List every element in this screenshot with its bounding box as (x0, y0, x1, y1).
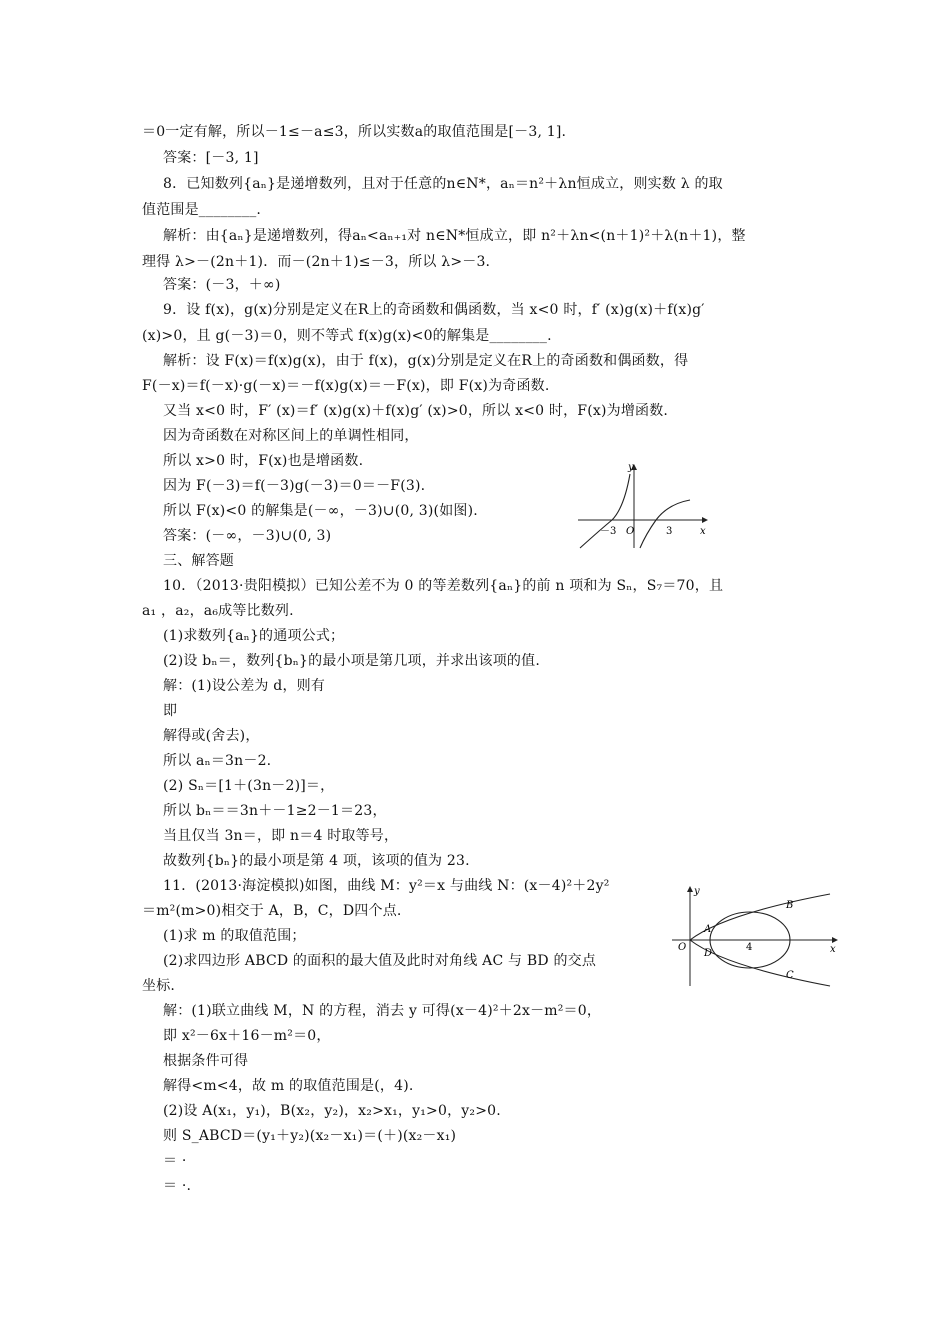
text-line: (2)求四边形 ABCD 的面积的最大值及此时对角线 AC 与 BD 的交点 (163, 953, 597, 969)
text-line: 故数列{bₙ}的最小项是第 4 项，该项的值为 23. (163, 853, 470, 869)
text-line: 即 x²－6x＋16－m²＝0， (163, 1028, 331, 1044)
text-line: 10．（2013·贵阳模拟）已知公差不为 0 的等差数列{aₙ}的前 n 项和为 Sₙ，S₇＝70，且 (163, 578, 724, 594)
section-heading: 三、解答题 (163, 553, 234, 569)
text-line: (x)>0，且 g(－3)＝0，则不等式 f(x)g(x)<0的解集是________. (142, 328, 552, 344)
text-line: (1)求 m 的取值范围； (163, 928, 306, 944)
text-line: 11．(2013·海淀模拟)如图，曲线 M：y²＝x 与曲线 N：(x－4)²＋2y² (163, 878, 610, 894)
text-line: 解：(1)联立曲线 M，N 的方程，消去 y 可得(x－4)²＋2x－m²＝0， (163, 1003, 602, 1019)
text-line: (1)求数列{aₙ}的通项公式； (163, 628, 345, 644)
text-line: 解：(1)设公差为 d，则有 (163, 678, 326, 694)
text-line: 则 S_ABCD＝(y₁＋y₂)(x₂－x₁)＝(＋)(x₂－x₁) (163, 1128, 457, 1144)
text-line: 坐标. (142, 978, 176, 994)
function-graph-figure (572, 460, 712, 552)
text-line: 答案：[－3, 1] (163, 150, 259, 166)
text-line: 理得 λ>－(2n＋1)．而－(2n＋1)≤－3，所以 λ>－3. (142, 254, 491, 270)
y-axis-label: y (694, 886, 700, 897)
text-line: a₁ ，a₂，a₆成等比数列. (142, 603, 294, 619)
text-line: 答案：(－∞，－3)∪(0, 3) (163, 528, 332, 544)
text-line: 9．设 f(x)，g(x)分别是定义在R上的奇函数和偶函数，当 x<0 时，f′ (x)g(x)＋f(x)g′ (163, 302, 705, 318)
text-line: 所以 aₙ＝3n－2. (163, 753, 272, 769)
tick-label-3: 3 (666, 526, 673, 537)
tick-label-neg3: －3 (600, 526, 617, 537)
x-axis-label: x (830, 944, 836, 955)
text-line: (2) Sₙ＝[1＋(3n－2)]＝， (163, 778, 335, 794)
point-a-label: A (704, 924, 712, 935)
text-line: 8．已知数列{aₙ}是递增数列，且对于任意的n∈N*，aₙ＝n²＋λn恒成立，则实数 λ 的取 (163, 176, 723, 192)
text-line: ＝ ·. (163, 1178, 192, 1194)
text-line: 所以 x>0 时，F(x)也是增函数. (163, 453, 364, 469)
point-b-label: B (786, 900, 794, 911)
text-line: 又当 x<0 时，F′ (x)＝f′ (x)g(x)＋f(x)g′ (x)>0，所以 x<0 时，F(x)为增函数. (163, 403, 669, 419)
text-line: 所以 bₙ＝＝3n＋－1≥2－1＝23， (163, 803, 387, 819)
text-line: 答案：(－3，＋∞) (163, 277, 281, 293)
text-line: 即 (163, 703, 178, 719)
text-line: 解析：设 F(x)＝f(x)g(x)，由于 f(x)，g(x)分别是定义在R上的奇函数和偶函数，得 (163, 353, 689, 369)
text-line: F(－x)＝f(－x)·g(－x)＝－f(x)g(x)＝－F(x)，即 F(x)为奇函数. (142, 378, 550, 394)
origin-label: O (626, 526, 635, 537)
text-line: 根据条件可得 (163, 1053, 249, 1069)
point-d-label: D (704, 948, 713, 959)
x-axis-arrow (832, 937, 838, 943)
text-line: 因为奇函数在对称区间上的单调性相同， (163, 428, 419, 444)
text-line: ＝0一定有解，所以－1≤－a≤3，所以实数a的取值范围是[－3, 1]. (142, 124, 567, 140)
text-line: 值范围是________. (142, 202, 262, 218)
text-line: 解得或(舍去)， (163, 728, 260, 744)
point-c-label: C (786, 970, 794, 981)
text-line: ＝m²(m>0)相交于 A，B，C，D四个点. (142, 903, 402, 919)
text-line: (2)设 A(x₁，y₁)，B(x₂，y₂)，x₂>x₁，y₁>0，y₂>0. (163, 1103, 501, 1119)
x-axis-arrow (702, 517, 708, 523)
curves-intersection-figure (664, 882, 840, 990)
y-axis-label: y (628, 462, 634, 473)
text-line: 因为 F(－3)＝f(－3)g(－3)＝0＝－F(3). (163, 478, 426, 494)
text-line: ＝ · (163, 1153, 187, 1169)
x-axis-label: x (700, 526, 706, 537)
curve-right-branch (640, 500, 690, 548)
origin-label: O (678, 942, 687, 953)
text-line: 解得<m<4，故 m 的取值范围是(，4). (163, 1078, 414, 1094)
tick-label-4: 4 (746, 942, 753, 953)
text-line: 当且仅当 3n＝，即 n＝4 时取等号， (163, 828, 399, 844)
y-axis-arrow (687, 886, 693, 892)
text-line: 解析：由{aₙ}是递增数列，得aₙ<aₙ₊₁对 n∈N*恒成立，即 n²＋λn<(n＋1)²＋λ(n＋1)，整 (163, 228, 746, 244)
text-line: (2)设 bₙ＝，数列{bₙ}的最小项是第几项，并求出该项的值. (163, 653, 540, 669)
text-line: 所以 F(x)<0 的解集是(－∞，－3)∪(0, 3)(如图). (163, 503, 478, 519)
